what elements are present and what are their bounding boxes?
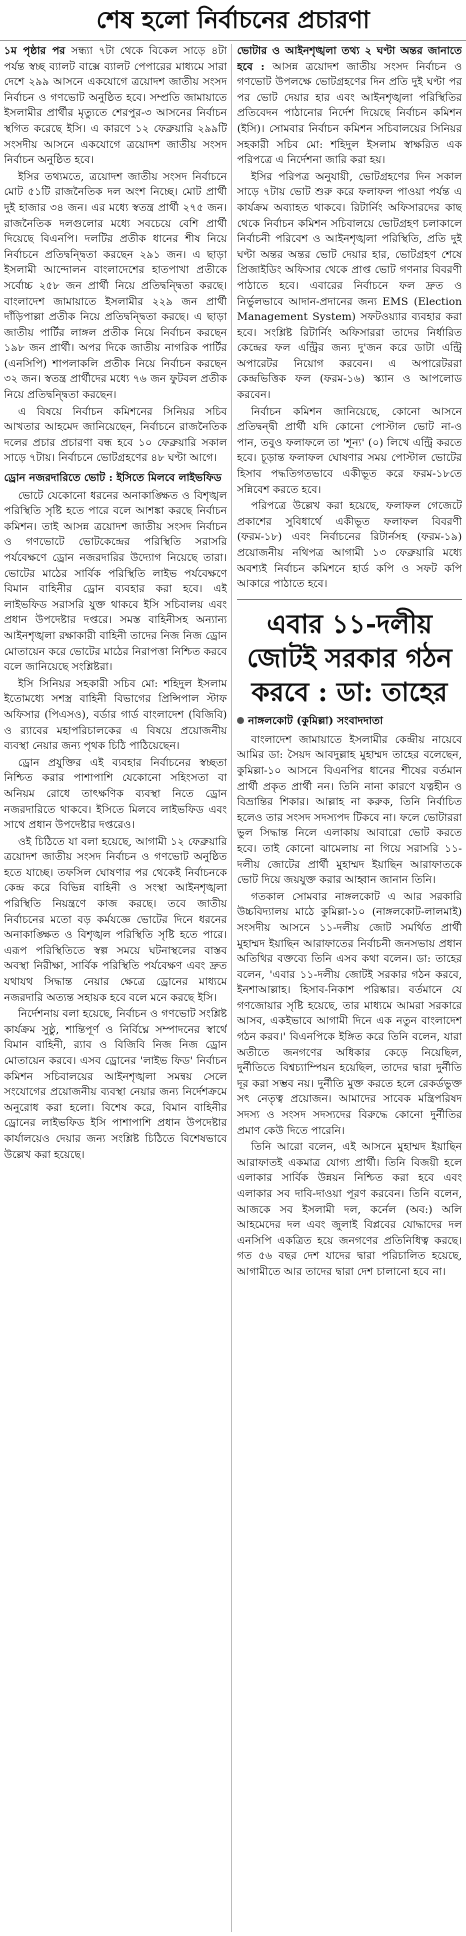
article-paragraph: বাংলাদেশ জামায়াতে ইসলামীর কেন্দ্রীয় নায়েবে আমির ডা: সৈয়দ আবদুল্লাহ মুহাম্মদ তাহের বলেছেন, কুমিল্লা-১০ আসনে বিএনপির ধানের শীষের বর্তমান প্রার্থী প্রকৃত প্রার্থী নন। তিনি নানা কারণে যত্নহীন ও বিভ্রান্তির শিকার। আল্লাহ না করুক, তিনি নির্বাচিত হলেও তার সংসদ সদস্যপদ টিকবে না। ফলে ভোটাররা ভুল সিদ্ধান্ত নিলে এলাকায় আবারো ভোট করতে হবে। তাই কোনো ঝামেলায় না গিয়ে সরাসরি ১১-দলীয় জোটের প্রার্থী মুহাম্মদ ইয়াছিন আরাফাতকে ভোট দিয়ে জয়যুক্ত করার আহ্বান জানান তিনি।: [237, 733, 462, 887]
article-paragraph: এ বিষয়ে নির্বাচন কমিশনের সিনিয়র সচিব আখতার আহমেদ জানিয়েছেন, নির্বাচনে রাজনৈতিক দলের প্রচার প্রচারণা বন্ধ হবে ১০ ফেব্রুয়ারি সকাল সাড়ে ৭টায়। নির্বাচনে ভোটগ্রহণের ৪৮ ঘণ্টা আগে।: [4, 405, 227, 465]
column-divider: [231, 44, 232, 1932]
article-paragraph: নির্বাচন কমিশন জানিয়েছে, কোনো আসনে প্রতিদ্বন্দ্বী প্রার্থী যদি কোনো পোস্টাল ভোট না-ও পান, তবুও ফলাফলে তা 'শূন্য' (০) লিখে এন্ট্রি করতে হবে। চূড়ান্ত ফলাফল ঘোষণার সময় পোস্টাল ভোটের হিসাব পদ্ধতিগতভাবে একীভূত করে ফরম-১৮তে সন্নিবেশ করতে হবে।: [237, 405, 462, 496]
article-paragraph: [4, 44, 227, 169]
bullet-icon: [237, 717, 244, 724]
article-paragraph: [237, 44, 462, 169]
subheading-voter-info: ভোটার ও আইনশৃঙ্খলা তথ্য ২ ঘণ্টা অন্তর জানাতে হবে :: [237, 45, 462, 73]
left-column: [4, 44, 227, 1932]
article-paragraph: ওই চিঠিতে যা বলা হয়েছে, আগামী ১২ ফেব্রুয়ারি ত্রয়োদশ জাতীয় সংসদ নির্বাচন ও গণভোট অনুষ্ঠিত হতে যাচ্ছে। তফসিল ঘোষণার পর থেকেই নির্বাচনকে কেন্দ্র করে বিভিন্ন বাহিনী ও সংস্থা আইনশৃঙ্খলা পরিস্থিতি নিয়ন্ত্রণে কাজ করছে। তবে জাতীয় নির্বাচনের মতো বড় কর্মযজ্ঞে ভোটের দিনে ধরনের অনাকাঙ্ক্ষিত ও বিশৃঙ্খল পরিস্থিতি সৃষ্টি হতে পারে। এরূপ পরিস্থিতিতে স্বল্প সময়ে ঘটনাস্থলের বাস্তব অবস্থা নিরীক্ষা, সার্বিক পরিস্থিতি পর্যবেক্ষণ এবং দ্রুত যথাযথ সিদ্ধান্ত নেয়ার ক্ষেত্রে ড্রোনের মাধ্যমে নজরদারি অত্যন্ত সহায়ক হবে বলে মনে করছে ইসি।: [4, 835, 227, 1004]
right-column: [237, 44, 462, 1932]
subheading-drone: ড্রোন নজরদারিতে ভোট : ইসিতে মিলবে লাইভফিড: [4, 472, 222, 485]
paragraph-text: সন্ধ্যা ৭টা থেকে বিকেল সাড়ে ৪টা পর্যন্ত স্বচ্ছ ব্যালট বাক্সে ব্যালট পেপারের মাধ্যমে সারা দেশে ২৯৯ আসনে একযোগে ত্রয়োদশ জাতীয় সংসদ নির্বাচন ও গণভোট অনুষ্ঠিত হবে। সম্প্রতি জামায়াতে ইসলামীর প্রার্থীর মৃত্যুতে শেরপুর-৩ আসনের নির্বাচন স্থগিত করেছে ইসি। এ কারণে ১২ ফেব্রুয়ারি ২৯৯টি সংসদীয় আসনে একযোগে ত্রয়োদশ জাতীয় সংসদ নির্বাচন অনুষ্ঠিত হবে।: [4, 45, 227, 167]
article-paragraph: তিনি আরো বলেন, এই আসনে মুহাম্মদ ইয়াছিন আরাফাতই একমাত্র যোগ্য প্রার্থী। তিনি বিজয়ী হলে এলাকার সার্বিক উন্নয়ন নিশ্চিত করা হবে এবং এলাকার সব দাবি-দাওয়া পূরণ করবেন। তিনি বলেন, আজকে সব ইসলামী দল, কর্নেল (অব:) অলি আহমেদের দল এবং জুলাই বিপ্লবের যোদ্ধাদের দল এনসিপি একত্রিত হয়ে জনগণের প্রতিনিধিত্ব করছে। গত ৫৬ বছর দেশ যাদের দ্বারা পরিচালিত হয়েছে, আগামীতে আর তাদের দ্বারা দেশ চালানো হবে না।: [237, 1141, 462, 1278]
article-paragraph: ড্রোন প্রযুক্তির এই ব্যবহার নির্বাচনের স্বচ্ছতা নিশ্চিত করার পাশাপাশি যেকোনো সহিংসতা বা অনিয়ম রোধে তাৎক্ষণিক ব্যবস্থা নিতে ড্রোন নজরদারিতে থাকবে। ইসিতে মিলবে লাইভফিড এবং সাথে প্রধান উপদেষ্টার দপ্তরেও।: [4, 756, 227, 832]
continuation-lead: ১ম পৃষ্ঠার পর: [4, 45, 66, 57]
paragraph-text: আসন্ন ত্রয়োদশ জাতীয় সংসদ নির্বাচন ও গণভোট উপলক্ষে ভোটগ্রহণের দিন প্রতি দুই ঘণ্টা পর পর ভোট দেয়ার হার এবং আইনশৃঙ্খলা পরিস্থিতির প্রতিবেদন পাঠানোর নির্দেশ দিয়েছে নির্বাচন কমিশন (ইসি)। সোমবার নির্বাচন কমিশন সচিবালয়ের সিনিয়র সহকারী সচিব মো: শহিদুল ইসলাম স্বাক্ষরিত এক পরিপত্রে এ নির্দেশনা জারি করা হয়।: [237, 60, 462, 167]
headline: শেষ হলো নির্বাচনের প্রচারণা: [0, 0, 466, 41]
byline-text: নাঙ্গলকোট (কুমিল্লা) সংবাদদাতা: [248, 714, 383, 727]
byline: [237, 714, 462, 729]
article-paragraph: ইসির তথ্যমতে, ত্রয়োদশ জাতীয় সংসদ নির্বাচনে মোট ৫১টি রাজনৈতিক দল অংশ নিচ্ছে। মোট প্রার্থী দুই হাজার ৩৪ জন। এর মধ্যে স্বতন্ত্র প্রার্থী ২৭৫ জন। রাজনৈতিক দলগুলোর মধ্যে সবচেয়ে বেশি প্রার্থী দিয়েছে বিএনপি। দলটির প্রতীক ধানের শীষ নিয়ে নির্বাচনে প্রতিদ্বন্দ্বিতা করছেন ২৯১ জন। এ ছাড়া ইসলামী আন্দোলন বাংলাদেশের হাতপাখা প্রতীকে সর্বোচ্চ ২৫৮ জন প্রার্থী নিয়ে প্রতিদ্বন্দ্বিতা করছে। বাংলাদেশ জামায়াতে ইসলামীর ২২৯ জন প্রার্থী দাঁড়িপাল্লা প্রতীক নিয়ে প্রতিদ্বন্দ্বিতা করছে। এ ছাড়া জাতীয় পার্টির লাঙ্গল প্রতীক নিয়ে নির্বাচন করছেন ১৯৮ জন প্রার্থী। অপর দিকে জাতীয় নাগরিক পার্টির (এনসিপি) শাপলাকলি প্রতীক নিয়ে নির্বাচন করছেন ৩২ জন। স্বতন্ত্র প্রার্থীদের মধ্যে ৭৬ জন ফুটবল প্রতীক নিয়ে প্রতিদ্বন্দ্বিতা করছেন।: [4, 170, 227, 402]
article-paragraph: পরিপত্রে উল্লেখ করা হয়েছে, ফলাফল গেজেটে প্রকাশের সুবিধার্থে একীভূত ফলাফল বিবরণী (ফরম-১৮) এবং নির্বাচনের রিটার্নসহ (ফরম-১৯) প্রয়োজনীয় নথিপত্র আগামী ১৩ ফেব্রুয়ারি মধ্যে অবশ্যই নির্বাচন কমিশনে হার্ড কপি ও সফট কপি আকারে পাঠাতে হবে।: [237, 500, 462, 591]
article-paragraph: ইসি সিনিয়র সহকারী সচিব মো: শহিদুল ইসলাম ইতোমধ্যে সশস্ত্র বাহিনী বিভাগের প্রিন্সিপাল স্টাফ অফিসার (পিএসও), বর্ডার গার্ড বাংলাদেশ (বিজিবি) ও র‍্যাবের মহাপরিচালকের এ বিষয়ে প্রয়োজনীয় ব্যবস্থা নেয়ার জন্য পৃথক চিঠি পাঠিয়েছেন।: [4, 677, 227, 753]
section-rule: [237, 599, 462, 600]
article-paragraph: নির্দেশনায় বলা হয়েছে, নির্বাচন ও গণভোট সংশ্লিষ্ট কার্যক্রম সুষ্ঠু, শান্তিপূর্ণ ও নির্বিঘ্নে সম্পাদনের স্বার্থে বিমান বাহিনী, র‍্যাব ও বিজিবি নিজ নিজ ড্রোন মোতায়েন করবে। এসব ড্রোনের 'লাইভ ফিড' নির্বাচন কমিশন সচিবালয়ের আইনশৃঙ্খলা সমন্বয় সেলে সংযোগের প্রয়োজনীয় ব্যবস্থা নেয়ার জন্য নির্দেশক্রমে অনুরোধ করা হলো। বিশেষ করে, বিমান বাহিনীর ড্রোনের লাইভফিড ইসি পাশাপাশি প্রধান উপদেষ্টার কার্যালয়েও দেয়ার জন্য সংশ্লিষ্ট চিঠিতে বিশেষভাবে উল্লেখ করা হয়েছে।: [4, 1008, 227, 1161]
article-paragraph: ইসির পরিপত্র অনুযায়ী, ভোটগ্রহণের দিন সকাল সাড়ে ৭টায় ভোট শুরু করে ফলাফল পাওয়া পর্যন্ত এ কার্যক্রম অব্যাহত থাকবে। রিটার্নিং অফিসারদের কাছ থেকে নির্বাচন কমিশন সচিবালয়ে ভোটগ্রহণ চলাকালে নির্বাচনী পরিবেশ ও আইনশৃঙ্খলা পরিস্থিতি, প্রতি দুই ঘণ্টা অন্তর অন্তর ভোট দেয়ার হার, ভোটগ্রহণ শেষে প্রিজাইডিং অফিসার থেকে প্রাপ্ত ভোট গণনার বিবরণী পাঠাতে হবে। এবারের নির্বাচনে ফল দ্রুত ও নির্ভুলভাবে আদান-প্রদানের জন্য EMS (Election Management System) সফটওয়্যার ব্যবহার করা হবে। সংশ্লিষ্ট রিটার্নিং অফিসাররা তাদের নির্ধারিত কেন্দ্রের ফল এন্ট্রির জন্য দু'জন করে ডাটা এন্ট্রি অপারেটর নিয়োগ করবেন। এ অপারেটররা কেন্দ্রভিত্তিক ফল (ফরম-১৬) স্ক্যান ও আপলোড করবেন।: [237, 170, 462, 402]
sub-article-title: এবার ১১-দলীয় জোটই সরকার গঠন করবে : ডা: তাহের: [246, 609, 453, 708]
article-paragraph: গতকাল সোমবার নাঙ্গলকোট এ আর সরকারি উচ্চবিদ্যালয় মাঠে কুমিল্লা-১০ (নাঙ্গলকোট-লালমাই) সংসদীয় আসনে ১১-দলীয় জোট সমর্থিত প্রার্থী মুহাম্মদ ইয়াছিন আরাফাতের নির্বাচনী জনসভায় প্রধান অতিথির বক্তব্যে তিনি এসব কথা বলেন। ডা: তাহের বলেন, 'এবার ১১-দলীয় জোটই সরকার গঠন করবে, ইনশাআল্লাহ। হিসাব-নিকাশ পরিষ্কার। বর্তমানে যে গণজোয়ার সৃষ্টি হয়েছে, তার মাধ্যমে আমরা সরকারে আসব, একইভাবে আগামী দিনে এক নতুন বাংলাদেশ গঠন করব।' বিএনপিকে ইঙ্গিত করে তিনি বলেন, যারা অতীতে জনগণের অধিকার কেড়ে নিয়েছিল, দুর্নীতিতে বিশ্বচ্যাম্পিয়ন হয়েছিল, তাদের দ্বারা দুর্নীতি দূর করা সম্ভব নয়। দুর্নীতি মুক্ত করতে হলে রেকর্ডভুক্ত সৎ নেতৃত্ব প্রয়োজন। আমাদের সাবেক মন্ত্রিপরিষদ সদস্য ও সংসদ সদস্যদের বিরুদ্ধে কোনো দুর্নীতির প্রমাণ কেউ দিতে পারেনি।: [237, 890, 462, 1137]
article-paragraph: ভোটে যেকোনো ধরনের অনাকাঙ্ক্ষিত ও বিশৃঙ্খল পরিস্থিতি সৃষ্টি হতে পারে বলে আশঙ্কা করছে নির্বাচন কমিশন। তাই আসন্ন ত্রয়োদশ জাতীয় সংসদ নির্বাচন ও গণভোটে ভোটকেন্দ্রের পরিস্থিতি সরাসরি পর্যবেক্ষণে ড্রোন নজরদারির উদ্যোগ নিয়েছে তারা। ভোটের মাঠের সার্বিক পরিস্থিতি লাইভ পর্যবেক্ষণে বিমান বাহিনীর ড্রোন ব্যবহার করা হবে। এই লাইভফিড সরাসরি যুক্ত থাকবে ইসি সচিবালয় এবং প্রধান উপদেষ্টার দপ্তরে। সমস্ত বাহিনীসহ অন্যান্য আইনশৃঙ্খলা রক্ষাকারী বাহিনী তাদের নিজ নিজ ড্রোন মোতায়েন করে ভোটের মাঠের নিরাপত্তা নিশ্চিত করবে বলে জানিয়েছে সংশ্লিষ্টরা।: [4, 489, 227, 674]
